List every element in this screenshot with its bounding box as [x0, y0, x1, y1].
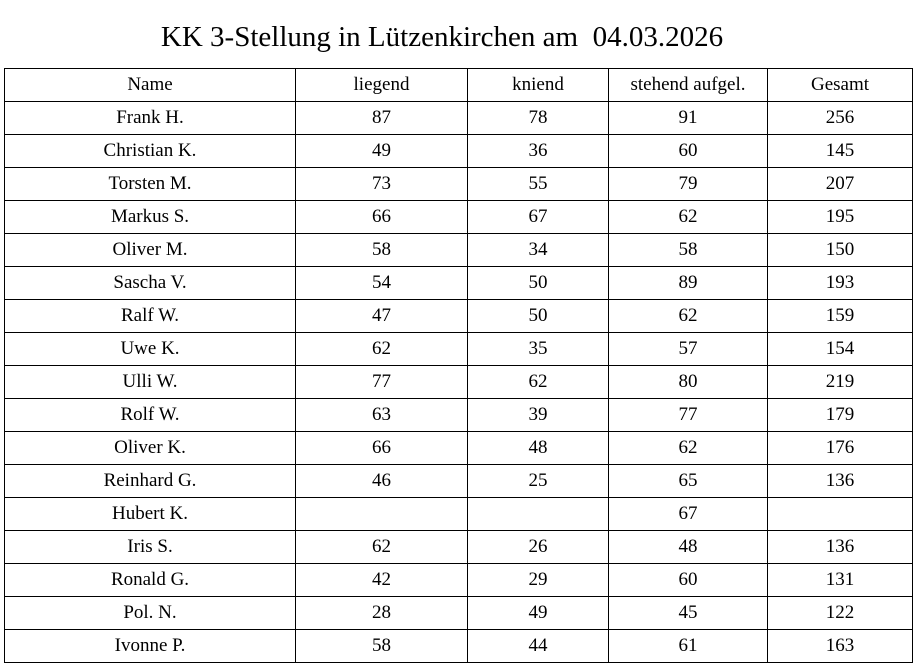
- cell-stehend: 57: [609, 333, 768, 366]
- cell-name: Ronald G.: [5, 564, 296, 597]
- cell-name: Iris S.: [5, 531, 296, 564]
- cell-gesamt: 207: [768, 168, 913, 201]
- cell-name: Frank H.: [5, 102, 296, 135]
- cell-liegend: 28: [296, 597, 468, 630]
- cell-gesamt: 150: [768, 234, 913, 267]
- cell-liegend: 77: [296, 366, 468, 399]
- table-row: [5, 366, 913, 399]
- cell-kniend: 50: [468, 300, 609, 333]
- cell-kniend: 48: [468, 432, 609, 465]
- cell-liegend: 58: [296, 234, 468, 267]
- cell-stehend: 58: [609, 234, 768, 267]
- cell-kniend: 44: [468, 630, 609, 663]
- cell-kniend: 25: [468, 465, 609, 498]
- cell-liegend: 54: [296, 267, 468, 300]
- cell-liegend: 73: [296, 168, 468, 201]
- cell-stehend: 80: [609, 366, 768, 399]
- cell-gesamt: 159: [768, 300, 913, 333]
- cell-gesamt: 145: [768, 135, 913, 168]
- cell-kniend: 39: [468, 399, 609, 432]
- cell-liegend: 62: [296, 333, 468, 366]
- cell-stehend: 89: [609, 267, 768, 300]
- cell-liegend: 46: [296, 465, 468, 498]
- cell-name: Ulli W.: [5, 366, 296, 399]
- cell-kniend: 35: [468, 333, 609, 366]
- table-row: [5, 432, 913, 465]
- column-header-gesamt: Gesamt: [768, 69, 913, 102]
- cell-gesamt: 163: [768, 630, 913, 663]
- cell-stehend: 62: [609, 432, 768, 465]
- cell-stehend: 91: [609, 102, 768, 135]
- table-row: [5, 597, 913, 630]
- cell-name: Pol. N.: [5, 597, 296, 630]
- cell-gesamt: 195: [768, 201, 913, 234]
- cell-liegend: 42: [296, 564, 468, 597]
- table-row: [5, 465, 913, 498]
- cell-liegend: 49: [296, 135, 468, 168]
- cell-gesamt: 176: [768, 432, 913, 465]
- cell-kniend: 55: [468, 168, 609, 201]
- table-row: [5, 564, 913, 597]
- cell-stehend: 67: [609, 498, 768, 531]
- cell-liegend: 66: [296, 201, 468, 234]
- cell-kniend: 67: [468, 201, 609, 234]
- cell-liegend: 58: [296, 630, 468, 663]
- table-row: [5, 531, 913, 564]
- cell-name: Sascha V.: [5, 267, 296, 300]
- cell-name: Oliver K.: [5, 432, 296, 465]
- cell-gesamt: 136: [768, 465, 913, 498]
- cell-stehend: 60: [609, 564, 768, 597]
- cell-kniend: 36: [468, 135, 609, 168]
- cell-name: Uwe K.: [5, 333, 296, 366]
- column-header-stehend: stehend aufgel.: [609, 69, 768, 102]
- cell-liegend: 66: [296, 432, 468, 465]
- cell-liegend: 87: [296, 102, 468, 135]
- table-row: [5, 168, 913, 201]
- cell-stehend: 79: [609, 168, 768, 201]
- cell-gesamt: 131: [768, 564, 913, 597]
- results-table: [4, 68, 913, 663]
- cell-gesamt: 219: [768, 366, 913, 399]
- cell-stehend: 77: [609, 399, 768, 432]
- table-row: [5, 333, 913, 366]
- cell-name: Markus S.: [5, 201, 296, 234]
- cell-kniend: 62: [468, 366, 609, 399]
- cell-kniend: 34: [468, 234, 609, 267]
- cell-kniend: [468, 498, 609, 531]
- cell-stehend: 48: [609, 531, 768, 564]
- cell-stehend: 61: [609, 630, 768, 663]
- table-row: [5, 234, 913, 267]
- cell-gesamt: 136: [768, 531, 913, 564]
- table-row: [5, 630, 913, 663]
- cell-kniend: 50: [468, 267, 609, 300]
- cell-stehend: 45: [609, 597, 768, 630]
- table-row: [5, 201, 913, 234]
- cell-stehend: 62: [609, 201, 768, 234]
- cell-kniend: 26: [468, 531, 609, 564]
- cell-name: Ralf W.: [5, 300, 296, 333]
- cell-gesamt: 179: [768, 399, 913, 432]
- cell-liegend: 47: [296, 300, 468, 333]
- table-row: [5, 498, 913, 531]
- table-row: [5, 267, 913, 300]
- cell-gesamt: 256: [768, 102, 913, 135]
- cell-liegend: [296, 498, 468, 531]
- cell-kniend: 49: [468, 597, 609, 630]
- column-header-liegend: liegend: [296, 69, 468, 102]
- cell-name: Christian K.: [5, 135, 296, 168]
- table-row: [5, 300, 913, 333]
- cell-stehend: 65: [609, 465, 768, 498]
- table-body: [5, 102, 913, 663]
- table-row: [5, 399, 913, 432]
- cell-stehend: 60: [609, 135, 768, 168]
- table-row: [5, 135, 913, 168]
- column-header-kniend: kniend: [468, 69, 609, 102]
- cell-gesamt: 122: [768, 597, 913, 630]
- cell-name: Hubert K.: [5, 498, 296, 531]
- cell-name: Torsten M.: [5, 168, 296, 201]
- cell-gesamt: 154: [768, 333, 913, 366]
- cell-kniend: 29: [468, 564, 609, 597]
- cell-kniend: 78: [468, 102, 609, 135]
- cell-name: Reinhard G.: [5, 465, 296, 498]
- page-title: KK 3-Stellung in Lützenkirchen am 04.03.2026: [160, 21, 724, 53]
- cell-stehend: 62: [609, 300, 768, 333]
- table-header-row: [5, 69, 913, 102]
- cell-name: Ivonne P.: [5, 630, 296, 663]
- cell-gesamt: 193: [768, 267, 913, 300]
- cell-name: Rolf W.: [5, 399, 296, 432]
- column-header-name: Name: [5, 69, 296, 102]
- cell-gesamt: [768, 498, 913, 531]
- cell-liegend: 63: [296, 399, 468, 432]
- cell-liegend: 62: [296, 531, 468, 564]
- cell-name: Oliver M.: [5, 234, 296, 267]
- table-row: [5, 102, 913, 135]
